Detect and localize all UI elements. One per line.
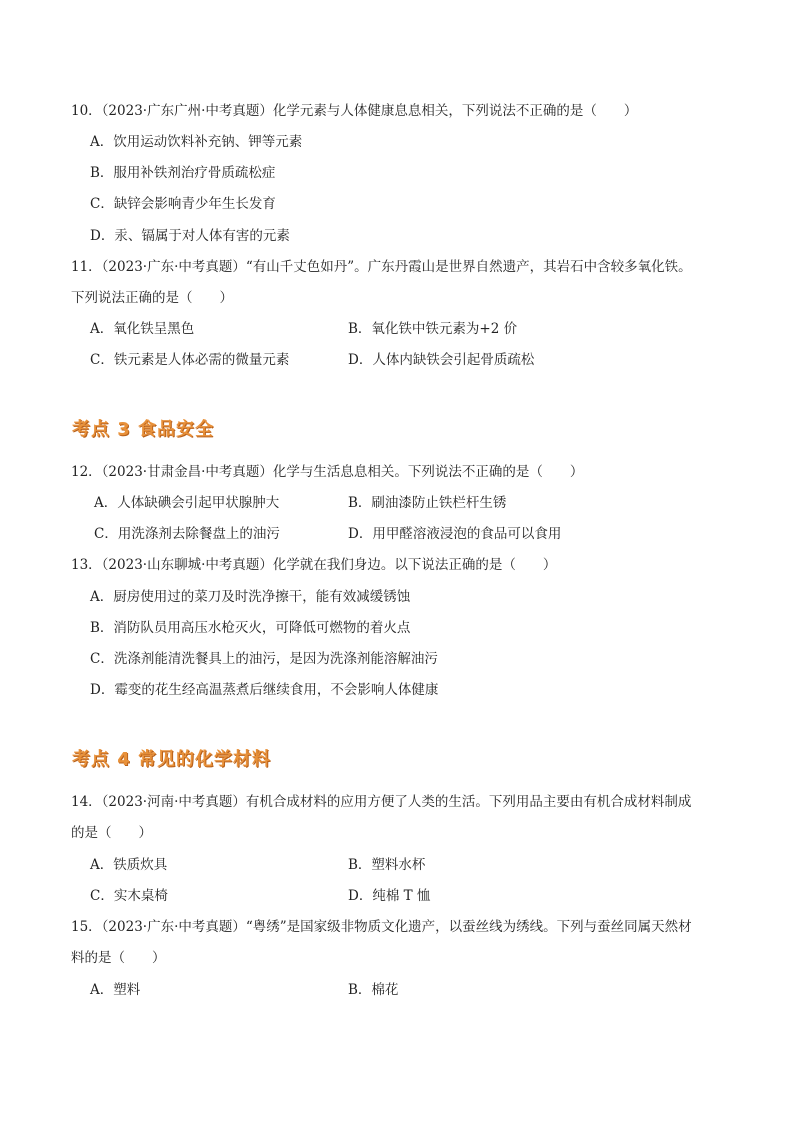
q10-option-b: B．服用补铁剂治疗骨质疏松症 xyxy=(90,165,276,181)
q11-option-d: D．人体内缺铁会引起骨质疏松 xyxy=(348,352,535,368)
q10-stem: 10．（2023·广东广州·中考真题）化学元素与人体健康息息相关，下列说法不正确的是（ ） xyxy=(71,103,638,119)
q12-option-d: D．用甲醛溶液浸泡的食品可以食用 xyxy=(348,526,562,542)
q12-option-a: A．人体缺碘会引起甲状腺肿大 xyxy=(94,495,280,511)
q14-stem-line1: 14．（2023·河南·中考真题）有机合成材料的应用方便了人类的生活。下列用品主要由有机合成材料制成 xyxy=(71,794,692,810)
q15-stem-line2: 料的是（ ） xyxy=(71,950,166,966)
q14-option-b: B．塑料水杯 xyxy=(348,857,426,873)
q12-stem: 12．（2023·甘肃金昌·中考真题）化学与生活息息相关。下列说法不正确的是（ ） xyxy=(71,464,584,480)
q13-option-b: B．消防队员用高压水枪灭火，可降低可燃物的着火点 xyxy=(90,620,411,636)
q14-option-d: D．纯棉 T 恤 xyxy=(348,888,431,904)
q14-option-a: A．铁质炊具 xyxy=(90,857,168,873)
q10-option-a: A．饮用运动饮料补充钠、钾等元素 xyxy=(90,134,303,150)
q11-option-b: B．氧化铁中铁元素为+2 价 xyxy=(348,321,518,337)
q12-option-b: B．刷油漆防止铁栏杆生锈 xyxy=(348,495,507,511)
q11-stem-line1: 11．（2023·广东·中考真题）“有山千丈色如丹”。广东丹霞山是世界自然遗产，其岩石中含较多氧化铁。 xyxy=(71,259,692,275)
q15-option-a: A．塑料 xyxy=(90,982,141,998)
q14-option-c: C．实木桌椅 xyxy=(90,888,168,904)
q11-option-a: A．氧化铁呈黑色 xyxy=(90,321,195,337)
q10-option-d: D．汞、镉属于对人体有害的元素 xyxy=(90,228,290,244)
q13-option-a: A．厨房使用过的菜刀及时洗净擦干，能有效减缓锈蚀 xyxy=(90,589,411,605)
q13-option-d: D．霉变的花生经高温蒸煮后继续食用，不会影响人体健康 xyxy=(90,682,439,698)
q15-option-b: B．棉花 xyxy=(348,982,399,998)
q15-stem-line1: 15．（2023·广东·中考真题）“粤绣”是国家级非物质文化遗产，以蚕丝线为绣线。下列与蚕丝同属天然材 xyxy=(71,919,692,935)
q11-option-c: C．铁元素是人体必需的微量元素 xyxy=(90,352,290,368)
q11-stem-line2: 下列说法正确的是（ ） xyxy=(71,290,233,306)
q13-stem: 13．（2023·山东聊城·中考真题）化学就在我们身边。以下说法正确的是（ ） xyxy=(71,557,557,573)
section-heading-food-safety: 考点 3 食品安全 xyxy=(72,419,215,440)
section-heading-chemical-materials: 考点 4 常见的化学材料 xyxy=(72,749,272,770)
q10-option-c: C．缺锌会影响青少年生长发育 xyxy=(90,196,276,212)
q14-stem-line2: 的是（ ） xyxy=(71,825,152,841)
q12-option-c: C．用洗涤剂去除餐盘上的油污 xyxy=(94,526,280,542)
q13-option-c: C．洗涤剂能清洗餐具上的油污，是因为洗涤剂能溶解油污 xyxy=(90,651,438,667)
